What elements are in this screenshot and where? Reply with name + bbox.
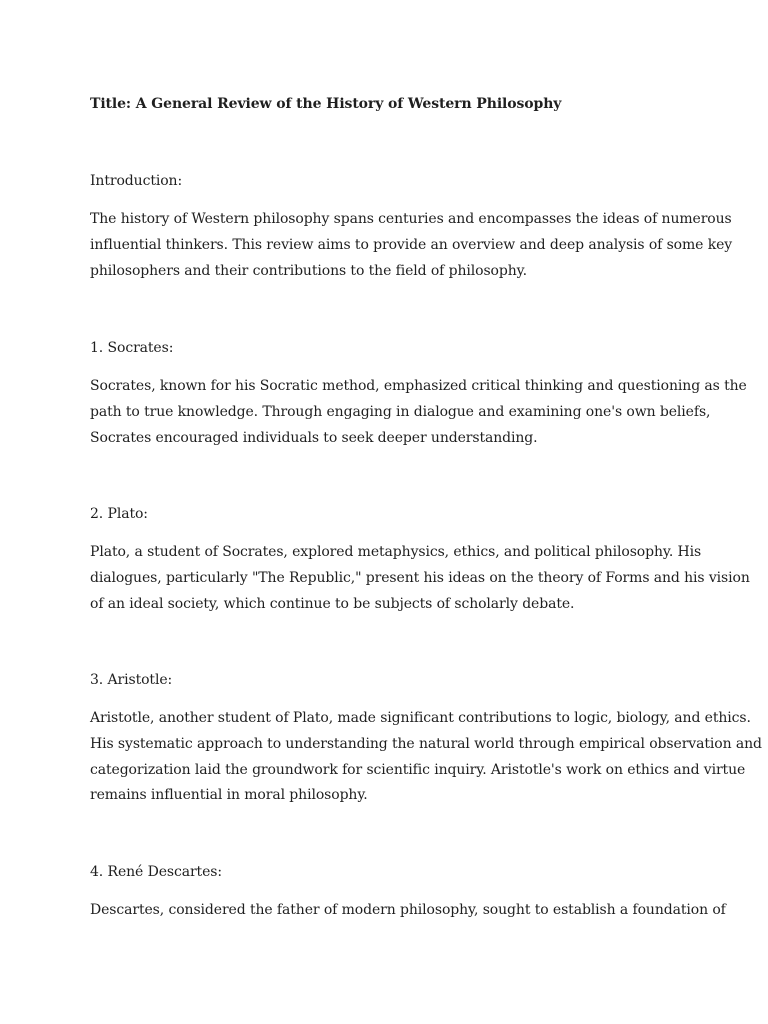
section-line: dialogues, particularly "The Republic," present his ideas on the theory of Forms and his vision	[90, 570, 750, 586]
section-heading-socrates: 1. Socrates:	[90, 340, 174, 356]
section-heading-aristotle: 3. Aristotle:	[90, 672, 173, 688]
section-line: remains influential in moral philosophy.	[90, 787, 368, 803]
section-line: path to true knowledge. Through engaging in dialogue and examining one's own beliefs,	[90, 404, 711, 420]
document-title: Title: A General Review of the History of Western Philosophy	[90, 96, 562, 112]
section-line: Plato, a student of Socrates, explored metaphysics, ethics, and political philosophy. His	[90, 544, 702, 560]
section-line: Socrates encouraged individuals to seek deeper understanding.	[90, 430, 538, 446]
section-line: categorization laid the groundwork for scientific inquiry. Aristotle's work on ethics and virtue	[90, 762, 746, 778]
introduction-line: The history of Western philosophy spans centuries and encompasses the ideas of numerous	[90, 211, 732, 227]
section-heading-plato: 2. Plato:	[90, 506, 148, 522]
introduction-line: philosophers and their contributions to the field of philosophy.	[90, 263, 527, 279]
section-line: Aristotle, another student of Plato, made significant contributions to logic, biology, and ethics.	[90, 710, 751, 726]
introduction-heading: Introduction:	[90, 173, 183, 189]
section-line: Descartes, considered the father of modern philosophy, sought to establish a foundation of	[90, 902, 726, 918]
introduction-line: influential thinkers. This review aims to provide an overview and deep analysis of some key	[90, 237, 733, 253]
section-heading-descartes: 4. René Descartes:	[90, 864, 222, 880]
section-line: His systematic approach to understanding the natural world through empirical observation and	[90, 736, 762, 752]
section-line: Socrates, known for his Socratic method, emphasized critical thinking and questioning as the	[90, 378, 747, 394]
section-line: of an ideal society, which continue to be subjects of scholarly debate.	[90, 596, 575, 612]
